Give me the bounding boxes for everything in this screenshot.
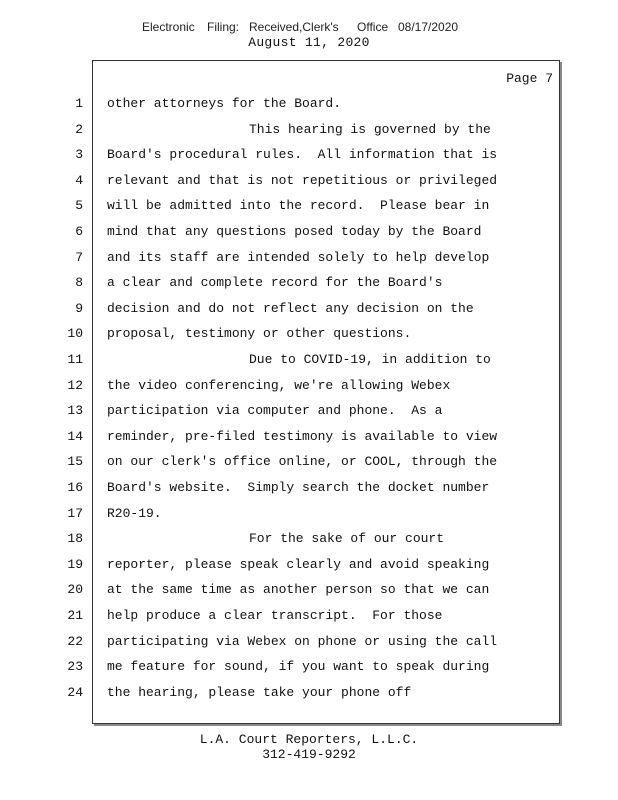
- transcript-line: [75, 121, 559, 142]
- line-text: the hearing, please take your phone off: [107, 684, 412, 700]
- line-text: This hearing is governed by the: [249, 121, 491, 137]
- line-number: 18: [67, 531, 83, 547]
- line-text: mind that any questions posed today by the Board: [107, 224, 482, 239]
- transcript-line: [67, 428, 559, 449]
- line-text: Board's procedural rules. All information that is: [107, 147, 498, 163]
- line-text: will be admitted into the record. Please bear in: [107, 198, 490, 214]
- filing-stamp: [0, 20, 618, 36]
- stamp-office: Office: [357, 20, 389, 34]
- line-text: Due to COVID-19, in addition to: [249, 352, 491, 367]
- transcript-line: [67, 352, 559, 372]
- line-number: 4: [75, 172, 83, 188]
- transcript-line: [67, 582, 559, 602]
- line-text: decision and do not reflect any decision on the: [107, 300, 474, 316]
- transcript-line: [67, 531, 559, 551]
- line-number: 10: [67, 326, 83, 342]
- line-number: 20: [67, 582, 83, 598]
- transcript-line: [67, 633, 559, 654]
- line-text: For the sake of our court: [249, 531, 445, 547]
- stamp-date: 08/17/2020: [398, 20, 459, 34]
- line-number: 22: [67, 633, 83, 649]
- line-number: 2: [75, 121, 83, 137]
- transcript-line: [75, 198, 559, 218]
- transcript-line: [75, 249, 559, 270]
- transcript-line: [67, 556, 559, 577]
- transcript-line: [67, 684, 559, 705]
- line-number: 16: [67, 480, 83, 495]
- transcript-line: [67, 326, 559, 346]
- line-text: Board's website. Simply search the docket number: [107, 480, 490, 495]
- transcript-line: [67, 480, 559, 500]
- transcript-line: [75, 96, 559, 116]
- line-text: at the same time as another person so that we can: [107, 582, 490, 598]
- line-number: 17: [67, 505, 83, 521]
- transcript-line: [75, 147, 559, 167]
- line-text: reminder, pre-filed testimony is available to view: [107, 428, 498, 444]
- line-number: 9: [75, 300, 83, 316]
- transcript-line: [67, 659, 559, 679]
- line-number: 24: [67, 684, 83, 700]
- line-number: 15: [67, 454, 83, 470]
- line-text: participation via computer and phone. As a: [107, 403, 443, 419]
- transcript-line: [67, 403, 559, 423]
- page-number: Page 7: [506, 71, 553, 86]
- transcript-page: [67, 60, 560, 724]
- line-text: help produce a clear transcript. For those: [107, 608, 443, 623]
- transcript-line: [67, 505, 559, 526]
- line-number: 8: [75, 275, 83, 291]
- reporter-company: L.A. Court Reporters, L.L.C.: [199, 732, 419, 747]
- line-number: 11: [67, 352, 83, 367]
- transcript-line: [75, 224, 559, 244]
- line-text: on our clerk's office online, or COOL, through the: [107, 454, 498, 470]
- line-number: 6: [75, 224, 83, 239]
- line-number: 19: [67, 556, 83, 572]
- line-text: R20-19.: [107, 505, 162, 521]
- transcript-line: [67, 377, 559, 398]
- line-number: 14: [67, 428, 83, 444]
- line-number: 23: [67, 659, 83, 675]
- line-text: a clear and complete record for the Board's: [107, 275, 443, 291]
- stamp-electronic: Electronic: [142, 20, 195, 34]
- transcript-date: August 11, 2020: [248, 35, 370, 50]
- stamp-received: Received,Clerk's: [249, 20, 339, 34]
- line-text: and its staff are intended solely to help develop: [107, 249, 490, 265]
- line-text: proposal, testimony or other questions.: [107, 326, 412, 342]
- stamp-filing: Filing:: [207, 20, 240, 34]
- line-number: 21: [67, 608, 83, 623]
- line-text: me feature for sound, if you want to speak during: [107, 659, 490, 675]
- reporter-phone: 312-419-9292: [262, 747, 356, 762]
- transcript-line: [75, 300, 559, 321]
- line-number: 1: [75, 96, 83, 111]
- transcript-line: [75, 172, 559, 193]
- transcript-line: [75, 275, 559, 295]
- line-text: the video conferencing, we're allowing Webex: [107, 377, 451, 393]
- transcript-line: [67, 608, 559, 628]
- line-number: 3: [75, 147, 83, 163]
- line-text: relevant and that is not repetitious or privileged: [107, 172, 498, 188]
- line-number: 5: [75, 198, 83, 214]
- line-text: participating via Webex on phone or using the call: [107, 633, 498, 649]
- line-text: other attorneys for the Board.: [107, 96, 342, 111]
- line-number: 12: [67, 377, 83, 393]
- line-number: 7: [75, 249, 83, 265]
- page-footer: [0, 732, 618, 762]
- line-text: reporter, please speak clearly and avoid speaking: [107, 556, 490, 572]
- transcript-line: [67, 454, 559, 474]
- line-number: 13: [67, 403, 83, 419]
